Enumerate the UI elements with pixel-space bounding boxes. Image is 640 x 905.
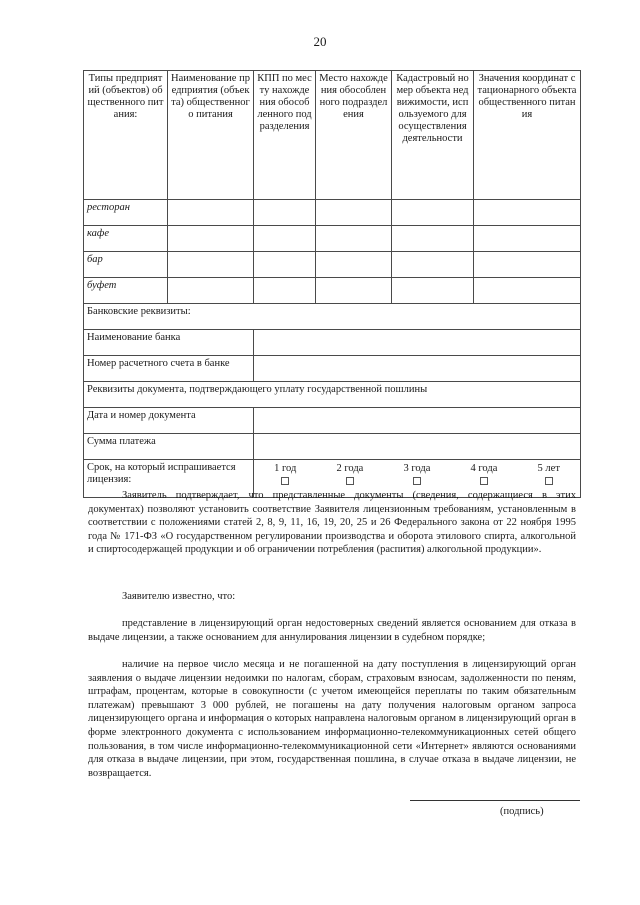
table-row	[84, 252, 581, 278]
term-option-4[interactable]	[471, 463, 498, 489]
input-cell[interactable]	[168, 278, 254, 304]
table-header-row	[84, 71, 581, 200]
paragraph-false-info: представление в лицензирующий орган недостоверных сведений является основанием для отказа в выдаче лицензии, а также основанием для аннулирования лицензии в судебном порядке;	[88, 618, 576, 643]
page-number: 20	[313, 34, 327, 49]
table-row	[84, 278, 581, 304]
doc-date-number-label: Дата и номер документа	[84, 408, 254, 434]
payment-amount-label: Сумма платежа	[84, 434, 254, 460]
input-cell[interactable]	[474, 252, 581, 278]
input-cell[interactable]	[474, 278, 581, 304]
doc-date-number-field[interactable]	[254, 408, 581, 434]
input-cell[interactable]	[474, 200, 581, 226]
input-cell[interactable]	[254, 226, 316, 252]
term-option-label: 4 года	[470, 463, 498, 474]
paragraph-tax-arrears: наличие на первое число месяца и не погашенной на дату поступления в лицензирующий орган заявления о выдаче лицензии недоимки по налогам, сборам, страховым взносам, задолженности по пеням, штрафам, процентам, которые в совокупности (с учетом имеющейся переплаты по таким обязательным платежам) превышают 3 000 рублей, не погашены на дату получения налоговым органом запроса лицензирующего органа и информация о которых направлена налоговым органом в лицензирующий орган в форме электронного документа с использованием информационно-телекоммуникационных сетей общего пользования, в том числе информационно-телекоммуникационной сети «Интернет» являются основаниями для отказа в выдаче лицензии, при этом, государственная пошлина, в случае отказа в выдаче лицензии, не возвращается.	[88, 659, 576, 779]
term-option-label: 1 год	[274, 463, 297, 474]
input-cell[interactable]	[392, 226, 474, 252]
input-cell[interactable]	[392, 278, 474, 304]
known-title: Заявителю известно, что:	[122, 591, 236, 602]
table-row	[84, 434, 581, 460]
term-label: Срок, на который испрашивается лицензия:	[84, 460, 254, 498]
type-cafe: кафе	[84, 226, 168, 252]
input-cell[interactable]	[392, 252, 474, 278]
input-cell[interactable]	[168, 200, 254, 226]
term-checkbox[interactable]	[545, 477, 553, 485]
input-cell[interactable]	[168, 252, 254, 278]
input-cell[interactable]	[254, 278, 316, 304]
table-row	[84, 330, 581, 356]
term-option-label: 3 года	[403, 463, 431, 474]
table-row	[84, 356, 581, 382]
input-cell[interactable]	[474, 226, 581, 252]
table-row	[84, 226, 581, 252]
header-name: Наименование предприятия (объекта) общественного питания	[168, 71, 254, 200]
input-cell[interactable]	[168, 226, 254, 252]
input-cell[interactable]	[316, 226, 392, 252]
header-kpp: КПП по месту нахождения обособленного подразделения	[254, 71, 316, 200]
table-row	[84, 304, 581, 330]
input-cell[interactable]	[316, 278, 392, 304]
bank-name-field[interactable]	[254, 330, 581, 356]
header-location: Место нахождения обособленного подразделения	[316, 71, 392, 200]
bank-details-label: Банковские реквизиты:	[84, 304, 581, 330]
input-cell[interactable]	[316, 252, 392, 278]
type-restaurant: ресторан	[84, 200, 168, 226]
account-number-field[interactable]	[254, 356, 581, 382]
term-option-label: 2 года	[336, 463, 364, 474]
header-type: Типы предприятий (объектов) общественного питания:	[84, 71, 168, 200]
bank-name-label: Наименование банка	[84, 330, 254, 356]
confirmation-paragraph: Заявитель подтверждает, что представленные документы (сведения, содержащиеся в этих документах) позволяют установить соответствие Заявителя лицензионным требованиям, установленным в соответствии с положениями статей 2, 8, 9, 11, 16, 19, 20, 25 и 26 Федерального закона от 22 ноября 1995 года № 171-ФЗ «О государственном регулировании производства и оборота этилового спирта, алкогольной и спиртосодержащей продукции и об ограничении потребления (распития) алкогольной продукции».	[88, 490, 576, 556]
payment-amount-field[interactable]	[254, 434, 581, 460]
signature-line	[410, 800, 580, 801]
header-coordinates: Значения координат стационарного объекта общественного питания	[474, 71, 581, 200]
term-checkbox[interactable]	[480, 477, 488, 485]
input-cell[interactable]	[254, 252, 316, 278]
table-row	[84, 408, 581, 434]
term-option-label: 5 лет	[537, 463, 560, 474]
fee-document-label: Реквизиты документа, подтверждающего уплату государственной пошлины	[84, 382, 581, 408]
table-row	[84, 382, 581, 408]
type-bar: бар	[84, 252, 168, 278]
term-checkbox[interactable]	[281, 477, 289, 485]
header-cadastral: Кадастровый номер объекта недвижимости, используемого для осуществления деятельности	[392, 71, 474, 200]
table-row	[84, 200, 581, 226]
term-option-1[interactable]	[274, 463, 296, 489]
term-option-3[interactable]	[403, 463, 430, 489]
input-cell[interactable]	[254, 200, 316, 226]
type-buffet: буфет	[84, 278, 168, 304]
term-option-5[interactable]	[538, 463, 560, 489]
license-form-table	[83, 70, 581, 498]
signature-caption: (подпись)	[500, 806, 544, 817]
term-checkbox[interactable]	[413, 477, 421, 485]
term-option-2[interactable]	[336, 463, 363, 489]
input-cell[interactable]	[316, 200, 392, 226]
input-cell[interactable]	[392, 200, 474, 226]
term-checkbox[interactable]	[346, 477, 354, 485]
account-number-label: Номер расчетного счета в банке	[84, 356, 254, 382]
